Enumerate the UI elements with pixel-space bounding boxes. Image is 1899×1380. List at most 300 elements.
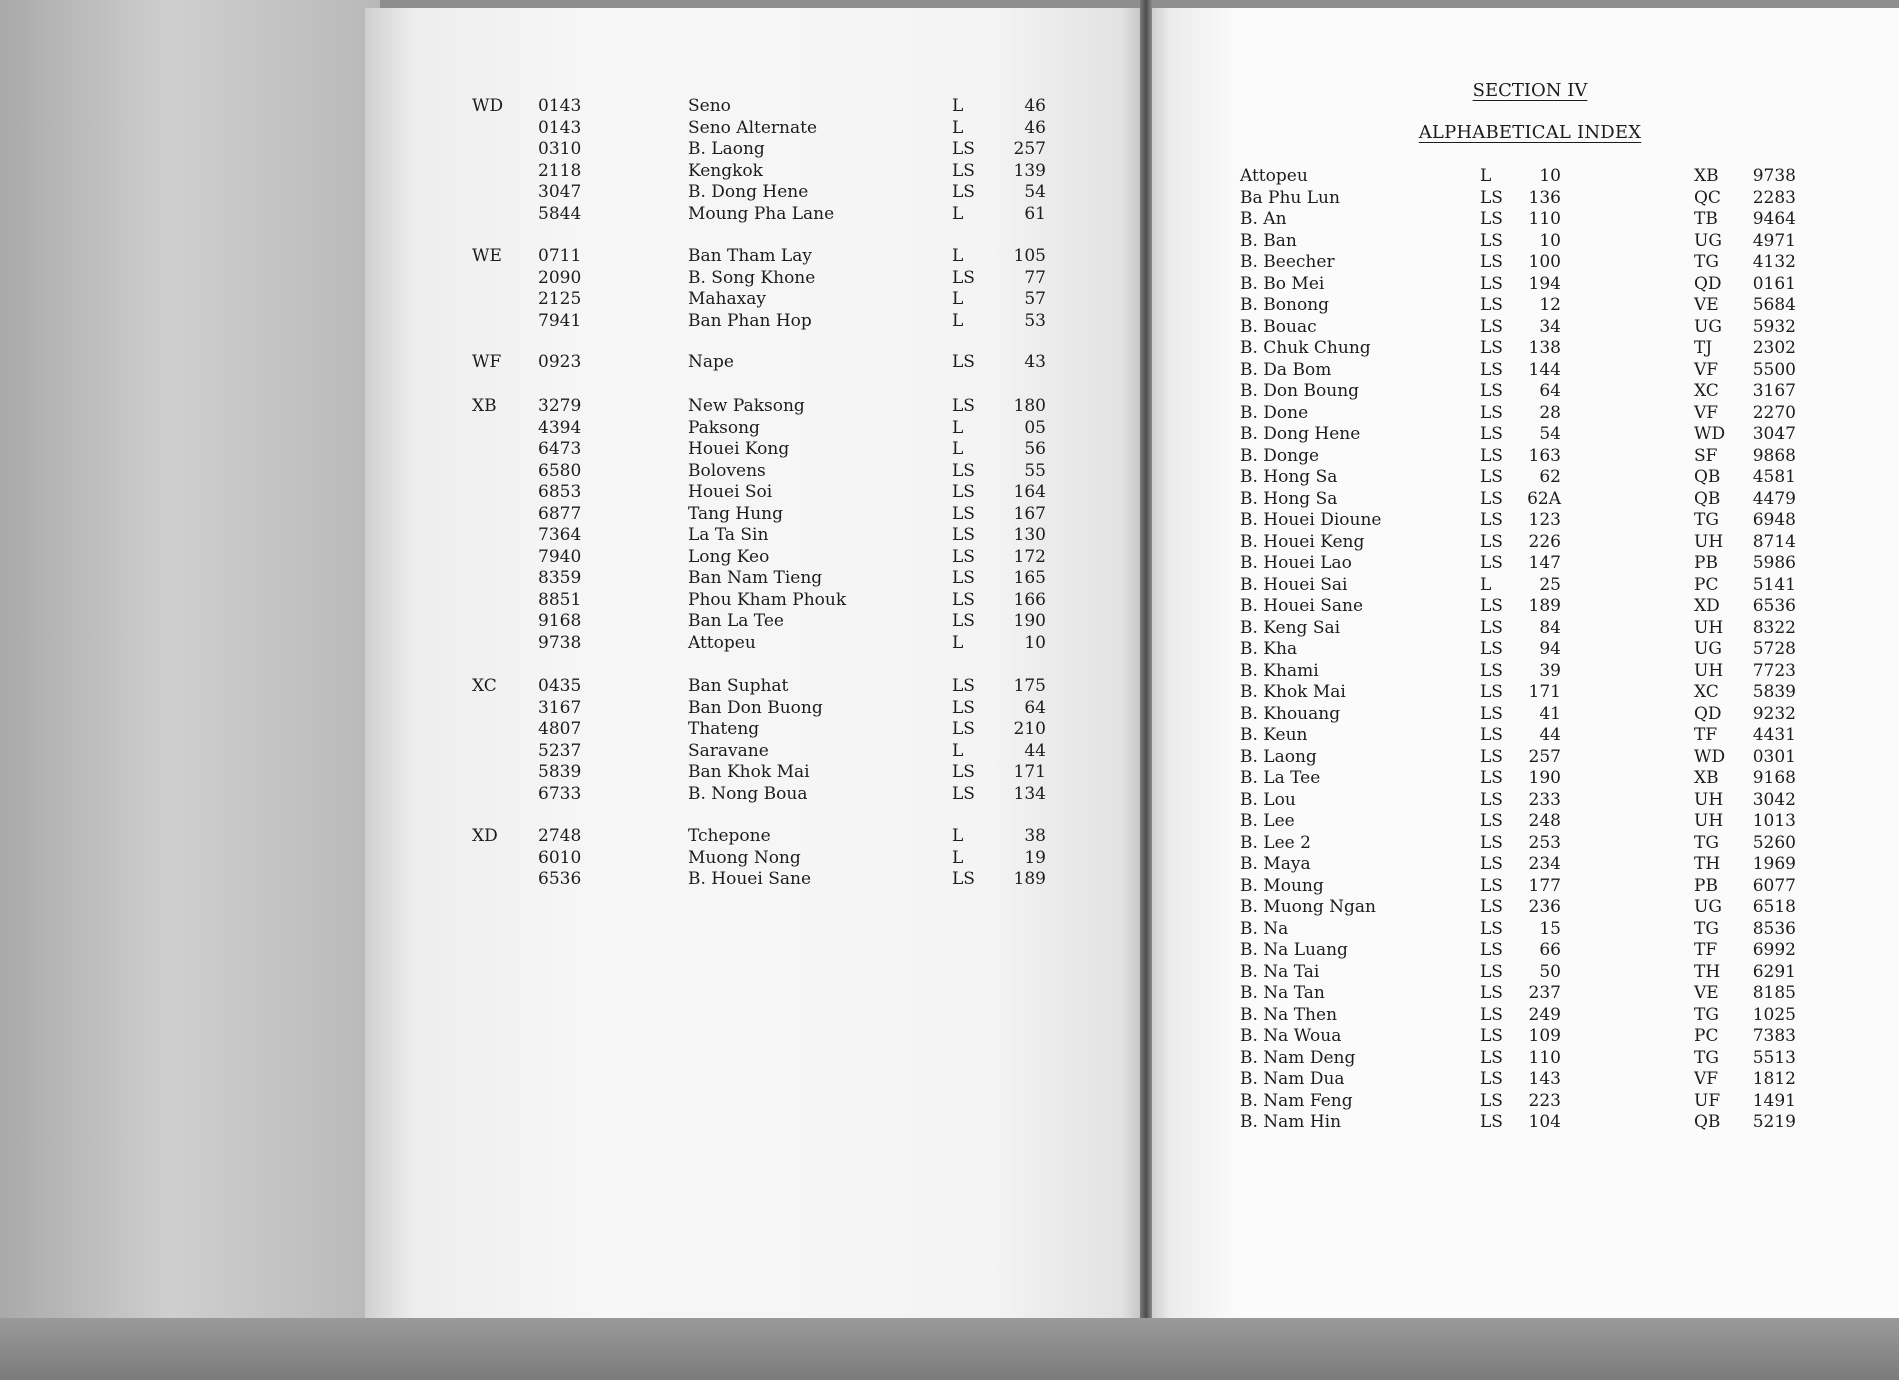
site-name: Paksong <box>688 417 760 438</box>
index-entry-name: B. Khok Mai <box>1240 682 1346 702</box>
index-entry-code: 0301 <box>1752 746 1796 767</box>
site-type: LS <box>952 182 975 202</box>
index-entry-code: 8536 <box>1752 918 1796 939</box>
index-entry-name: B. Nam Hin <box>1240 1112 1342 1132</box>
site-name: B. Dong Hene <box>688 182 809 202</box>
grid-group-label: XC <box>472 676 497 696</box>
grid-group-label: WE <box>472 246 502 266</box>
index-entry-code: 5839 <box>1752 682 1796 702</box>
index-entry-number: 163 <box>1528 445 1561 466</box>
site-type: L <box>952 310 964 331</box>
section-title-text: SECTION IV <box>1472 80 1588 101</box>
index-title-text: ALPHABETICAL INDEX <box>1418 122 1642 143</box>
index-entry-code: 8322 <box>1752 617 1796 638</box>
index-entry-grid: QD <box>1694 703 1722 724</box>
index-entry-number: 28 <box>1539 402 1561 423</box>
site-name: Ban Don Buong <box>688 697 823 718</box>
site-number: 64 <box>1024 697 1046 718</box>
site-type: LS <box>952 503 975 524</box>
index-entry-number: 62 <box>1539 467 1561 487</box>
grid-code: 4394 <box>538 417 582 438</box>
index-entry-type: LS <box>1480 660 1503 681</box>
index-entry-number: 10 <box>1539 230 1561 251</box>
index-entry-type: L <box>1480 166 1492 186</box>
index-entry-code: 2302 <box>1752 338 1796 358</box>
index-entry-grid: QB <box>1694 1112 1721 1132</box>
book-spine <box>1140 0 1152 1380</box>
index-entry-type: LS <box>1480 617 1503 638</box>
index-entry-name: B. Bo Mei <box>1240 273 1325 294</box>
index-entry-name: B. Hong Sa <box>1240 488 1338 509</box>
site-type: L <box>952 417 964 438</box>
index-entry-type: LS <box>1480 1112 1503 1132</box>
index-entry-number: 189 <box>1528 596 1561 616</box>
index-entry-type: LS <box>1480 531 1503 552</box>
grid-code: 5844 <box>538 203 582 224</box>
site-name: Seno Alternate <box>688 117 818 138</box>
index-entry-grid: QB <box>1694 488 1721 509</box>
index-entry-number: 50 <box>1539 961 1561 982</box>
index-entry-number: 249 <box>1528 1004 1561 1025</box>
site-type: L <box>952 203 964 224</box>
index-entry-grid: UF <box>1694 1090 1721 1111</box>
grid-code: 5237 <box>538 740 582 761</box>
index-entry-type: LS <box>1480 746 1503 767</box>
index-entry-name: B. Don Boung <box>1240 381 1360 401</box>
index-entry-code: 9232 <box>1752 703 1796 724</box>
index-entry-type: LS <box>1480 983 1503 1003</box>
index-entry-name: B. Na <box>1240 918 1289 939</box>
index-entry-code: 3047 <box>1752 424 1796 444</box>
site-name: Moung Pha Lane <box>688 203 835 224</box>
site-number: 43 <box>1024 352 1046 372</box>
index-entry-type: LS <box>1480 252 1503 272</box>
index-entry-code: 4479 <box>1752 488 1796 509</box>
index-entry-number: 94 <box>1539 639 1561 659</box>
index-entry-number: 233 <box>1528 789 1561 810</box>
grid-code: 8359 <box>538 568 582 588</box>
index-entry-code: 6518 <box>1752 897 1796 917</box>
site-name: Tang Hung <box>688 503 783 524</box>
index-entry-type: LS <box>1480 1069 1503 1089</box>
index-entry-name: B. Bouac <box>1240 316 1317 337</box>
site-type: L <box>952 847 964 868</box>
site-type: LS <box>952 719 975 739</box>
site-number: 166 <box>1013 589 1046 610</box>
index-entry-name: B. Nam Feng <box>1240 1090 1353 1111</box>
grid-code: 3167 <box>538 697 582 718</box>
index-entry-grid: TG <box>1694 252 1719 272</box>
index-entry-code: 1013 <box>1752 811 1796 831</box>
grid-code: 6853 <box>538 482 582 502</box>
index-entry-code: 5141 <box>1752 574 1796 595</box>
index-entry-name: B. Kha <box>1240 639 1298 659</box>
index-entry-grid: VE <box>1694 983 1719 1003</box>
index-entry-type: LS <box>1480 187 1503 208</box>
site-number: 105 <box>1013 246 1046 266</box>
index-entry-type: LS <box>1480 596 1503 616</box>
site-name: Ban Phan Hop <box>688 310 812 331</box>
grid-code: 6536 <box>538 869 582 889</box>
site-type: LS <box>952 697 975 718</box>
index-entry-grid: TH <box>1694 961 1721 982</box>
index-entry-grid: QC <box>1694 187 1721 208</box>
site-number: 167 <box>1013 503 1046 524</box>
index-entry-grid: VF <box>1694 402 1719 423</box>
site-type: LS <box>952 160 975 181</box>
index-entry-type: LS <box>1480 445 1503 466</box>
site-name: Houei Kong <box>688 439 790 459</box>
site-type: L <box>952 826 964 846</box>
index-entry-name: B. Dong Hene <box>1240 424 1361 444</box>
grid-code: 7940 <box>538 546 582 567</box>
index-entry-type: LS <box>1480 682 1503 702</box>
index-entry-grid: QB <box>1694 467 1721 487</box>
index-entry-grid: SF <box>1694 445 1718 466</box>
site-name: New Paksong <box>688 396 805 416</box>
index-entry-type: LS <box>1480 725 1503 745</box>
index-entry-code: 8714 <box>1752 531 1796 552</box>
index-entry-number: 144 <box>1528 359 1561 380</box>
grid-code: 7941 <box>538 310 582 331</box>
index-entry-number: 15 <box>1539 918 1561 939</box>
site-name: Attopeu <box>688 632 756 653</box>
index-entry-name: B. Donge <box>1240 445 1320 466</box>
grid-code: 8851 <box>538 589 582 610</box>
index-entry-name: B. Bonong <box>1240 295 1330 315</box>
index-entry-type: LS <box>1480 897 1503 917</box>
index-entry-number: 54 <box>1539 424 1561 444</box>
site-type: LS <box>952 869 975 889</box>
index-entry-grid: UH <box>1694 789 1724 810</box>
index-entry-name: B. Houei Sane <box>1240 596 1364 616</box>
site-name: Ban Suphat <box>688 676 789 696</box>
index-entry-number: 10 <box>1539 166 1561 186</box>
index-entry-name: B. Na Tai <box>1240 961 1320 982</box>
site-name: B. Laong <box>688 139 765 159</box>
index-entry-grid: PC <box>1694 1026 1719 1046</box>
index-entry-type: LS <box>1480 918 1503 939</box>
grid-code: 3279 <box>538 396 582 416</box>
grid-group-label: XD <box>472 826 498 846</box>
site-name: Ban Tham Lay <box>688 246 812 266</box>
site-name: Ban La Tee <box>688 611 784 631</box>
section-title <box>1380 80 1680 102</box>
index-number-column <box>1525 166 1561 1134</box>
index-entry-grid: UH <box>1694 617 1724 638</box>
index-entry-name: B. Lou <box>1240 789 1296 810</box>
index-entry-number: 236 <box>1528 897 1561 917</box>
index-entry-code: 5728 <box>1752 639 1796 659</box>
index-entry-number: 12 <box>1539 295 1561 315</box>
index-entry-number: 248 <box>1528 811 1561 831</box>
grid-code: 0711 <box>538 246 582 266</box>
site-type: L <box>952 246 964 266</box>
site-type: LS <box>952 546 975 567</box>
index-entry-grid: UG <box>1694 639 1722 659</box>
index-entry-number: 194 <box>1528 273 1561 294</box>
scan-bottom-edge <box>0 1318 1899 1380</box>
index-entry-grid: WD <box>1694 746 1726 767</box>
grid-code: 0310 <box>538 139 582 159</box>
index-entry-type: LS <box>1480 940 1503 960</box>
index-entry-grid: TH <box>1694 854 1721 874</box>
index-entry-grid: TG <box>1694 1047 1719 1068</box>
site-number: 46 <box>1024 96 1046 116</box>
index-entry-code: 6992 <box>1752 940 1796 960</box>
index-entry-grid: UG <box>1694 316 1722 337</box>
index-entry-code: 6077 <box>1752 875 1796 896</box>
index-entry-type: LS <box>1480 424 1503 444</box>
index-entry-type: L <box>1480 574 1492 595</box>
index-entry-number: 66 <box>1539 940 1561 960</box>
index-entry-type: LS <box>1480 230 1503 251</box>
site-number: 165 <box>1013 568 1046 588</box>
index-entry-name: B. Khami <box>1240 660 1319 681</box>
index-entry-grid: UH <box>1694 811 1724 831</box>
index-entry-type: LS <box>1480 832 1503 853</box>
index-entry-grid: XC <box>1694 381 1719 401</box>
site-type: LS <box>952 676 975 696</box>
grid-code: 6877 <box>538 503 582 524</box>
index-entry-grid: UH <box>1694 660 1724 681</box>
index-entry-grid: UG <box>1694 230 1722 251</box>
index-entry-code: 4581 <box>1752 467 1796 487</box>
index-entry-grid: UG <box>1694 897 1722 917</box>
site-type: L <box>952 96 964 116</box>
index-entry-grid: TG <box>1694 918 1719 939</box>
index-grid-column <box>1694 166 1730 1134</box>
index-entry-type: LS <box>1480 553 1503 573</box>
index-entry-number: 237 <box>1528 983 1561 1003</box>
index-entry-name: B. Ban <box>1240 230 1297 251</box>
site-type: L <box>952 289 964 309</box>
index-entry-grid: XD <box>1694 596 1720 616</box>
index-entry-number: 147 <box>1528 553 1561 573</box>
site-number: 164 <box>1013 482 1046 502</box>
index-entry-name: Attopeu <box>1240 166 1308 186</box>
index-entry-grid: VF <box>1694 1069 1719 1089</box>
index-entry-number: 39 <box>1539 660 1561 681</box>
grid-code: 0923 <box>538 352 582 372</box>
index-entry-number: 41 <box>1539 703 1561 724</box>
index-entry-name: B. Houei Sai <box>1240 574 1348 595</box>
site-type: LS <box>952 611 975 631</box>
index-entry-code: 5500 <box>1752 359 1796 380</box>
index-entry-grid: PB <box>1694 875 1718 896</box>
grid-code: 6580 <box>538 460 582 481</box>
site-name: Ban Khok Mai <box>688 762 810 782</box>
site-number: 139 <box>1013 160 1046 181</box>
index-entry-name: B. Na Tan <box>1240 983 1325 1003</box>
index-entry-number: 136 <box>1528 187 1561 208</box>
index-entry-type: LS <box>1480 768 1503 788</box>
index-entry-number: 143 <box>1528 1069 1561 1089</box>
site-name: Bolovens <box>688 460 766 481</box>
grid-code: 6473 <box>538 439 582 459</box>
index-entry-code: 9738 <box>1752 166 1796 186</box>
index-entry-number: 104 <box>1528 1112 1561 1132</box>
index-entry-name: B. Khouang <box>1240 703 1341 724</box>
grid-code: 9168 <box>538 611 582 631</box>
index-entry-name: B. Da Bom <box>1240 359 1332 380</box>
index-entry-grid: XB <box>1694 166 1719 186</box>
index-entry-code: 1025 <box>1752 1004 1796 1025</box>
index-entry-grid: TF <box>1694 725 1718 745</box>
index-entry-name: B. Na Woua <box>1240 1026 1342 1046</box>
grid-code: 6010 <box>538 847 582 868</box>
index-entry-type: LS <box>1480 209 1503 229</box>
site-number: 05 <box>1024 417 1046 438</box>
site-number: 56 <box>1024 439 1046 459</box>
site-type: LS <box>952 568 975 588</box>
index-entry-name: B. Hong Sa <box>1240 467 1338 487</box>
index-entry-grid: PB <box>1694 553 1718 573</box>
site-number: 53 <box>1024 310 1046 331</box>
site-number: 38 <box>1024 826 1046 846</box>
index-entry-grid: VE <box>1694 295 1719 315</box>
index-entry-code: 5986 <box>1752 553 1796 573</box>
index-entry-name: B. Keun <box>1240 725 1308 745</box>
index-entry-name: B. Na Then <box>1240 1004 1338 1025</box>
site-number: 257 <box>1013 139 1046 159</box>
index-entry-type: LS <box>1480 467 1503 487</box>
index-entry-code: 5219 <box>1752 1112 1796 1132</box>
site-name: Mahaxay <box>688 289 766 309</box>
site-number: 175 <box>1013 676 1046 696</box>
index-entry-number: 123 <box>1528 510 1561 530</box>
index-entry-grid: TG <box>1694 1004 1719 1025</box>
index-entry-type: LS <box>1480 1026 1503 1046</box>
site-type: LS <box>952 525 975 545</box>
index-entry-type: LS <box>1480 359 1503 380</box>
grid-code: 4807 <box>538 719 582 739</box>
index-entry-type: LS <box>1480 510 1503 530</box>
grid-code: 9738 <box>538 632 582 653</box>
index-entry-grid: TJ <box>1694 338 1713 358</box>
index-entry-code: 2270 <box>1752 402 1796 423</box>
index-entry-type: LS <box>1480 295 1503 315</box>
site-name: B. Song Khone <box>688 267 816 288</box>
grid-code: 3047 <box>538 182 582 202</box>
site-type: LS <box>952 783 975 804</box>
index-entry-name: B. Done <box>1240 402 1309 423</box>
site-name: Phou Kham Phouk <box>688 589 847 610</box>
site-number: 171 <box>1013 762 1046 782</box>
site-number: 61 <box>1024 203 1046 224</box>
grid-code: 0143 <box>538 117 582 138</box>
index-entry-number: 223 <box>1528 1090 1561 1111</box>
site-number: 57 <box>1024 289 1046 309</box>
index-entry-code: 4431 <box>1752 725 1796 745</box>
index-entry-type: LS <box>1480 273 1503 294</box>
index-entry-name: B. Nam Deng <box>1240 1047 1356 1068</box>
index-entry-name: Ba Phu Lun <box>1240 187 1340 208</box>
index-entry-type: LS <box>1480 639 1503 659</box>
index-entry-code: 0161 <box>1752 273 1796 294</box>
site-name: La Ta Sin <box>688 525 769 545</box>
index-entry-number: 100 <box>1528 252 1561 272</box>
grid-group-label: WD <box>472 96 504 116</box>
index-entry-name: B. Maya <box>1240 854 1311 874</box>
index-entry-code: 1969 <box>1752 854 1796 874</box>
index-entry-name: B. Keng Sai <box>1240 617 1341 638</box>
index-entry-type: LS <box>1480 338 1503 358</box>
index-entry-number: 34 <box>1539 316 1561 337</box>
index-entry-type: LS <box>1480 1090 1503 1111</box>
index-entry-code: 7723 <box>1752 660 1796 681</box>
grid-group-label: WF <box>472 352 502 372</box>
site-number: 44 <box>1024 740 1046 761</box>
site-name: Muong Nong <box>688 847 801 868</box>
index-entry-number: 234 <box>1528 854 1561 874</box>
index-entry-name: B. Nam Dua <box>1240 1069 1345 1089</box>
index-entry-name: B. La Tee <box>1240 768 1321 788</box>
index-entry-number: 177 <box>1528 875 1561 896</box>
index-code-column <box>1740 166 1796 1134</box>
site-type: LS <box>952 139 975 159</box>
index-entry-number: 64 <box>1539 381 1561 401</box>
grid-group-label: XB <box>472 396 497 416</box>
index-entry-name: B. Chuk Chung <box>1240 338 1371 358</box>
index-entry-number: 190 <box>1528 768 1561 788</box>
grid-code: 2125 <box>538 289 582 309</box>
site-name: Kengkok <box>688 160 763 181</box>
site-type: LS <box>952 352 975 372</box>
site-name: Ban Nam Tieng <box>688 568 823 588</box>
index-entry-number: 257 <box>1528 746 1561 767</box>
site-name: Houei Soi <box>688 482 773 502</box>
index-entry-code: 1812 <box>1752 1069 1796 1089</box>
index-entry-name: B. Houei Lao <box>1240 553 1352 573</box>
site-number: 172 <box>1013 546 1046 567</box>
index-entry-type: LS <box>1480 854 1503 874</box>
site-name: Nape <box>688 352 734 372</box>
index-entry-number: 110 <box>1528 1047 1561 1068</box>
index-entry-number: 84 <box>1539 617 1561 638</box>
index-entry-number: 171 <box>1528 682 1561 702</box>
index-entry-grid: WD <box>1694 424 1726 444</box>
index-entry-code: 5932 <box>1752 316 1796 337</box>
index-entry-code: 2283 <box>1752 187 1796 208</box>
index-entry-code: 1491 <box>1752 1090 1796 1111</box>
index-entry-grid: QD <box>1694 273 1722 294</box>
site-number: 55 <box>1024 460 1046 481</box>
index-entry-code: 5684 <box>1752 295 1796 315</box>
index-entry-code: 9168 <box>1752 768 1796 788</box>
index-entry-code: 9464 <box>1752 209 1796 229</box>
site-number: 46 <box>1024 117 1046 138</box>
index-entry-grid: UH <box>1694 531 1724 552</box>
index-entry-grid: PC <box>1694 574 1719 595</box>
site-number: 210 <box>1013 719 1046 739</box>
site-name: Thateng <box>688 719 760 739</box>
index-entry-code: 9868 <box>1752 445 1796 466</box>
index-entry-type: LS <box>1480 316 1503 337</box>
grid-code: 0143 <box>538 96 582 116</box>
index-entry-type: LS <box>1480 703 1503 724</box>
index-entry-type: LS <box>1480 402 1503 423</box>
site-number: 19 <box>1024 847 1046 868</box>
site-type: LS <box>952 267 975 288</box>
grid-code: 5839 <box>538 762 582 782</box>
site-name: B. Houei Sane <box>688 869 812 889</box>
index-entry-grid: XC <box>1694 682 1719 702</box>
index-entry-name: B. Lee 2 <box>1240 832 1311 853</box>
grid-code: 6733 <box>538 783 582 804</box>
index-entry-number: 62A <box>1527 488 1561 509</box>
index-name-column <box>1240 166 1470 1134</box>
